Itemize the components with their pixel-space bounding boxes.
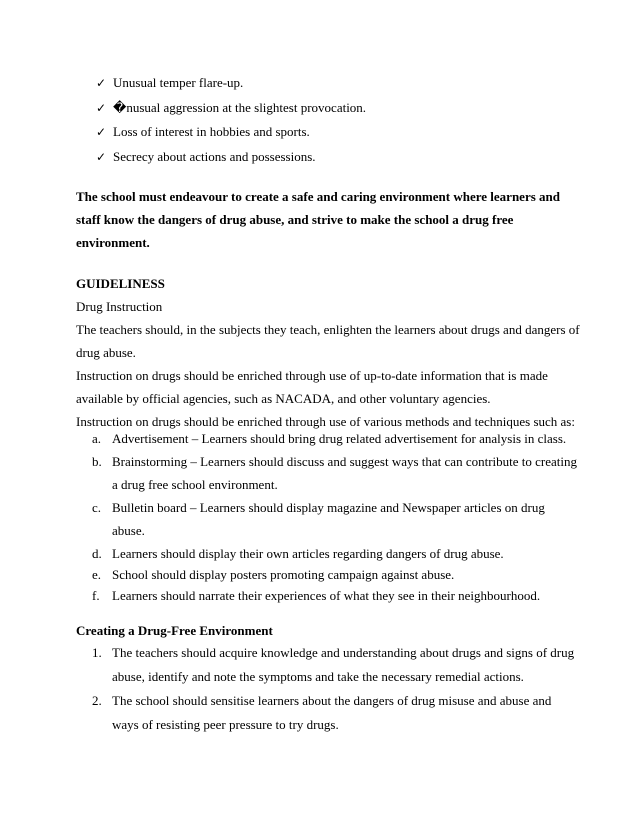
checkmark-icon: ✓ <box>96 149 107 164</box>
list-item: f. Learners should narrate their experiences of what they see in their neighbourhood. <box>92 588 541 603</box>
list-item: 1. The teachers should acquire knowledge and understanding about drugs and signs of drug abuse, identify and note the symptoms and take the necessary remedial actions. <box>92 645 575 684</box>
policy-statement: The school must endeavour to create a safe and caring environment where learners and staff know the dangers of drug abuse, and strive to make the school a drug free environment. <box>76 189 560 250</box>
checkmark-icon: ✓ <box>96 100 107 115</box>
drug-free-environment-heading: Creating a Drug-Free Environment <box>76 623 273 638</box>
warning-signs-checklist <box>96 74 366 172</box>
list-item: 2. The school should sensitise learners about the dangers of drug misuse and abuse and ways of resisting peer pressure to try drugs. <box>92 693 552 732</box>
drug-free-environment-list <box>92 644 575 740</box>
checkmark-icon: ✓ <box>96 76 107 90</box>
guidelines-section: GUIDELINESS Drug Instruction The teachers should, in the subjects they teach, enlighten the learners about drugs and dangers of drug abuse. Instruction on drugs should be enriched through use of up-to-date information that is made available by official agencies, such as NACADA, and other voluntary agencies. Instruction on drugs should be enriched through use of various methods and techniques such as: <box>76 276 580 429</box>
checkmark-icon: ✓ <box>96 125 107 139</box>
checklist-item: ✓ Unusual temper flare-up. <box>96 75 244 90</box>
list-item: e. School should display posters promoting campaign against abuse. <box>92 567 455 582</box>
checklist-item: ✓ �nusual aggression at the slightest provocation. <box>96 99 367 115</box>
list-item: a. Advertisement – Learners should bring drug related advertisement for analysis in class. <box>92 431 567 446</box>
list-item: c. Bulletin board – Learners should display magazine and Newspaper articles on drug abuse. <box>92 500 545 538</box>
instruction-methods-list <box>92 430 578 608</box>
list-item: d. Learners should display their own articles regarding dangers of drug abuse. <box>92 546 504 561</box>
checklist-item: ✓ Secrecy about actions and possessions. <box>96 148 316 164</box>
guidelines-heading: GUIDELINESS <box>76 276 165 291</box>
checklist-item: ✓ Loss of interest in hobbies and sports. <box>96 124 310 139</box>
list-item: b. Brainstorming – Learners should discuss and suggest ways that can contribute to creating a drug free school environment. <box>92 454 578 492</box>
drug-instruction-subheading: Drug Instruction <box>76 299 163 314</box>
